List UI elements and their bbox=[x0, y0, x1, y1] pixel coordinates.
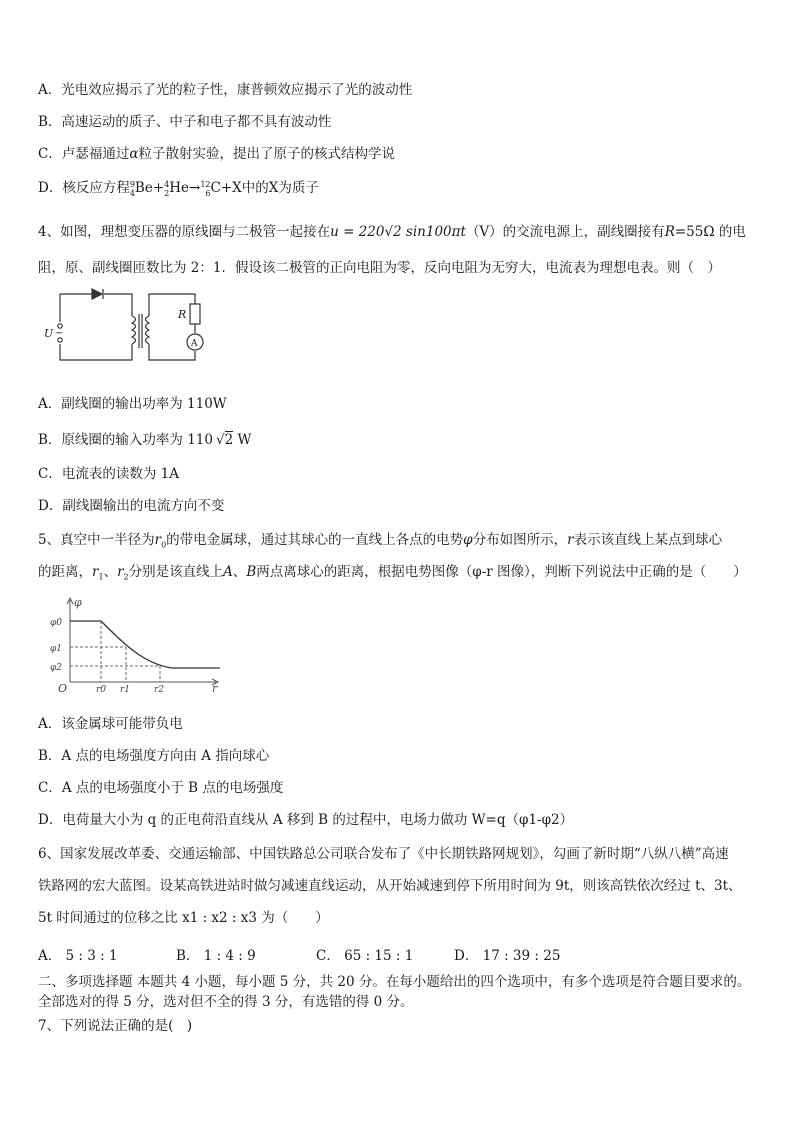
q5-stem-line1: 5、真空中一半径为$r_0$的带电金属球，通过其球心的一直线上各点的电势φ分布如图所示，r表示该直线上某点到球心 bbox=[38, 532, 723, 550]
q4-option-d: D．副线圈输出的电流方向不变 bbox=[38, 498, 225, 514]
q6-stem-line2: 铁路网的宏大蓝图。设某高铁进站时做匀减速直线运动，从开始减速到停下所用时间为 9t，则该高铁依次经过 t、3t、 bbox=[38, 878, 742, 894]
nuclide-he: 4 2He bbox=[164, 179, 190, 198]
q4-stem-line2: 阻，原、副线圈匝数比为 2：1．假设该二极管的正向电阻为零，反向电阻为无穷大，电流表为理想电表。则（ ） bbox=[38, 260, 721, 276]
q4-formula: u = 220√2 sin100πt bbox=[330, 224, 466, 240]
q5-option-c: C．A 点的电场强度小于 B 点的电场强度 bbox=[38, 780, 284, 796]
graph-x-tick-r0: r0 bbox=[96, 685, 107, 694]
nuclide-c: 12 6C bbox=[200, 179, 221, 198]
q6-option-b: B． 1 : 4 : 9 bbox=[176, 948, 256, 964]
graph-y-axis-label: φ bbox=[74, 596, 82, 609]
graph-origin: O bbox=[58, 682, 68, 694]
section2-header-line2: 全部选对的得 5 分，选对但不全的得 3 分，有选错的得 0 分。 bbox=[38, 994, 414, 1010]
q6-option-a: A． 5 : 3 : 1 bbox=[38, 948, 118, 964]
q3-option-c: C．卢瑟福通过α粒子散射实验，提出了原子的核式结构学说 bbox=[38, 146, 395, 162]
q6-stem-line3: 5t 时间通过的位移之比 x1 : x2 : x3 为（ ） bbox=[38, 910, 329, 926]
q5-stem-line2: 的距离，$r_1$、$r_2$分别是该直线上A、B两点离球心的距离，根据电势图像（φ-r 图像），判断下列说法中正确的是（ ） bbox=[38, 564, 747, 582]
graph-x-tick-r2: r2 bbox=[154, 685, 165, 694]
fig-r-label: R bbox=[178, 308, 187, 321]
graph-x-tick-r1: r1 bbox=[120, 685, 131, 694]
q4-option-c: C．电流表的读数为 1A bbox=[38, 466, 179, 482]
graph-y-tick-phi0: φ0 bbox=[50, 618, 63, 628]
potential-graph-figure bbox=[44, 594, 226, 694]
graph-y-tick-phi2: φ2 bbox=[50, 663, 63, 673]
fig-tilde: ~ bbox=[55, 328, 64, 339]
section2-header-line1: 二、多项选择题 本题共 4 小题，每小题 5 分，共 20 分。在每小题给出的四个选项中，有多个选项是符合题目要求的。 bbox=[38, 974, 751, 990]
q3-option-a: A．光电效应揭示了光的粒子性，康普顿效应揭示了光的波动性 bbox=[38, 82, 413, 98]
q6-stem-line1: 6、国家发展改革委、交通运输部、中国铁路总公司联合发布了《中长期铁路网规划》，勾画了新时期“八纵八横”高速 bbox=[38, 846, 729, 862]
q6-option-c: C． 65 : 15 : 1 bbox=[316, 948, 414, 964]
q5-option-a: A．该金属球可能带负电 bbox=[38, 716, 183, 732]
graph-y-tick-phi1: φ1 bbox=[50, 644, 63, 654]
nuclide-be: 9 4Be bbox=[129, 179, 153, 198]
transformer-circuit-figure bbox=[42, 286, 212, 368]
q4-stem-line1: 4、如图，理想变压器的原线圈与二极管一起接在u = 220√2 sin100πt（V）的交流电源上，副线圈接有R=55Ω 的电 bbox=[38, 224, 746, 240]
q4-option-b: B．原线圈的输入功率为 110 √2 W bbox=[38, 432, 252, 448]
graph-x-axis-label: r bbox=[212, 682, 218, 694]
q3-option-d: D．核反应方程9 4Be+4 2He→12 6C+X中的X为质子 bbox=[38, 179, 319, 198]
q4-option-a: A．副线圈的输出功率为 110W bbox=[38, 396, 227, 412]
q3-option-b: B．高速运动的质子、中子和电子都不具有波动性 bbox=[38, 114, 332, 130]
q7-stem: 7、下列说法正确的是( ) bbox=[38, 1018, 193, 1034]
q5-option-b: B．A 点的电场强度方向由 A 指向球心 bbox=[38, 748, 270, 764]
q6-option-d: D． 17 : 39 : 25 bbox=[454, 948, 561, 964]
fig-ammeter-label: A bbox=[191, 339, 198, 349]
q5-option-d: D．电荷量大小为 q 的正电荷沿直线从 A 移到 B 的过程中，电场力做功 W=q（φ1-φ2） bbox=[38, 812, 574, 828]
fig-u-label: U bbox=[44, 327, 54, 340]
